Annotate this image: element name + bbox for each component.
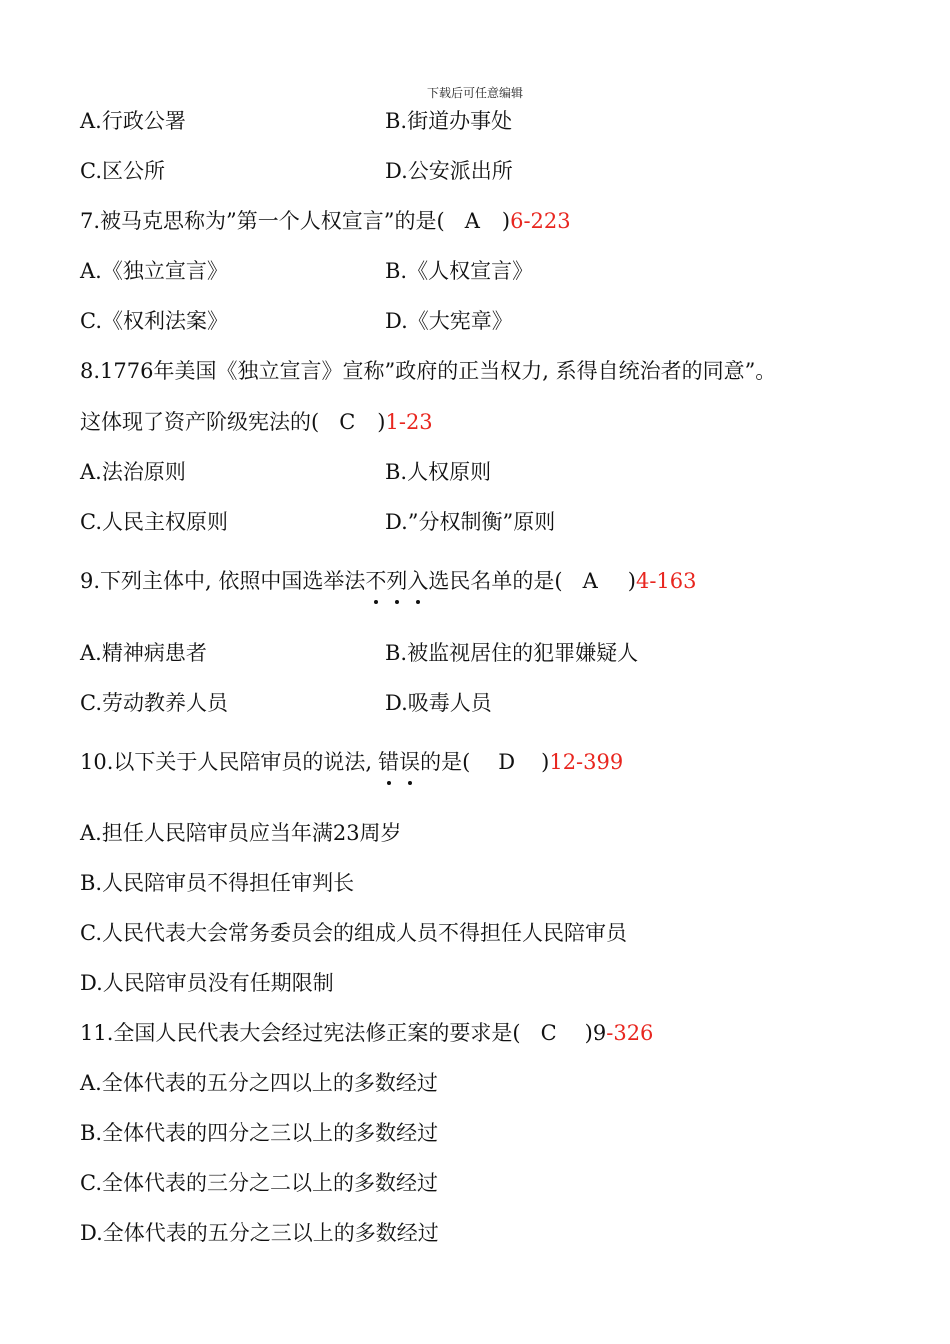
option-c: C.劳动教养人员	[80, 691, 228, 715]
option-line	[80, 1219, 439, 1247]
option-row	[80, 257, 534, 285]
option-row	[80, 307, 513, 335]
option-line	[80, 819, 402, 847]
answer: A	[582, 569, 598, 593]
answer: D	[498, 750, 516, 774]
option-line	[80, 869, 354, 897]
option-b: B.人民陪审员不得担任审判长	[80, 871, 355, 895]
option-b: B.人权原则	[385, 460, 492, 484]
close-paren: )9	[584, 1021, 607, 1045]
question-stem: 10.以下关于人民陪审员的说法,	[80, 750, 373, 774]
reference: 12-399	[549, 750, 624, 774]
option-a: A.担任人民陪审员应当年满23周岁	[80, 821, 402, 845]
option-line	[80, 1119, 438, 1147]
option-a: A.法治原则	[80, 460, 186, 484]
option-c: C.《权利法案》	[80, 309, 228, 333]
option-a: A.《独立宣言》	[80, 259, 228, 283]
option-d: D.吸毒人员	[385, 691, 492, 715]
option-a: A.精神病患者	[80, 641, 207, 665]
option-a: A.全体代表的五分之四以上的多数经过	[80, 1071, 438, 1095]
close-paren: )	[501, 209, 511, 233]
option-b: B.《人权宣言》	[385, 259, 534, 283]
option-row	[80, 639, 639, 667]
option-d: D.全体代表的五分之三以上的多数经过	[80, 1221, 439, 1245]
close-paren: )	[541, 750, 550, 774]
option-c: C.区公所	[80, 159, 165, 183]
question-7	[80, 207, 571, 235]
option-row	[80, 458, 492, 486]
question-stem-tail: 的是(	[420, 750, 471, 774]
option-d: D.公安派出所	[385, 159, 513, 183]
option-row	[80, 689, 492, 717]
question-11	[80, 1019, 653, 1047]
option-a: A.行政公署	[80, 109, 186, 133]
emphasis-char: 错	[378, 750, 400, 774]
option-c: C.人民主权原则	[80, 510, 228, 534]
reference: 6-223	[510, 209, 571, 233]
answer: C	[540, 1021, 557, 1045]
answer: A	[464, 209, 480, 233]
option-c: C.全体代表的三分之二以上的多数经过	[80, 1171, 438, 1195]
option-d: D.《大宪章》	[385, 309, 513, 333]
option-d: D.”分权制衡”原则	[385, 510, 556, 534]
option-row	[80, 107, 513, 135]
reference: -326	[606, 1021, 654, 1045]
option-line	[80, 1169, 438, 1197]
option-b: B.被监视居住的犯罪嫌疑人	[385, 641, 639, 665]
question-stem: 11.全国人民代表大会经过宪法修正案的要求是(	[80, 1021, 521, 1045]
answer: C	[339, 410, 356, 434]
close-paren: )	[627, 569, 636, 593]
question-10	[80, 748, 623, 776]
question-stem: 9.下列主体中, 依照中国选举法	[80, 569, 366, 593]
option-d: D.人民陪审员没有任期限制	[80, 971, 334, 995]
close-paren: )	[377, 410, 386, 434]
emphasis-char: 列	[386, 569, 408, 593]
option-row	[80, 157, 513, 185]
question-8-line-2	[80, 408, 433, 436]
option-b: B.全体代表的四分之三以上的多数经过	[80, 1121, 439, 1145]
reference: 4-163	[635, 569, 697, 593]
emphasis-char: 不	[365, 569, 387, 593]
question-stem: 8.1776年美国《独立宣言》宣称”政府的正当权力, 系得自统治者的同意”。	[80, 359, 777, 383]
emphasis-char: 入	[407, 569, 429, 593]
emphasis-char: 误	[399, 750, 421, 774]
question-stem-tail: 选民名单的是(	[428, 569, 563, 593]
reference: 1-23	[385, 410, 433, 434]
option-line	[80, 969, 334, 997]
option-c: C.人民代表大会常务委员会的组成人员不得担任人民陪审员	[80, 921, 627, 945]
option-line	[80, 919, 627, 947]
question-stem: 7.被马克思称为”第一个人权宣言”的是(	[80, 209, 445, 233]
option-b: B.街道办事处	[385, 109, 513, 133]
question-9	[80, 567, 697, 595]
page-header: 下载后可任意编辑	[426, 86, 523, 100]
question-8-line-1	[80, 357, 776, 385]
question-stem: 这体现了资产阶级宪法的(	[80, 410, 320, 434]
option-row	[80, 508, 556, 536]
option-line	[80, 1069, 438, 1097]
